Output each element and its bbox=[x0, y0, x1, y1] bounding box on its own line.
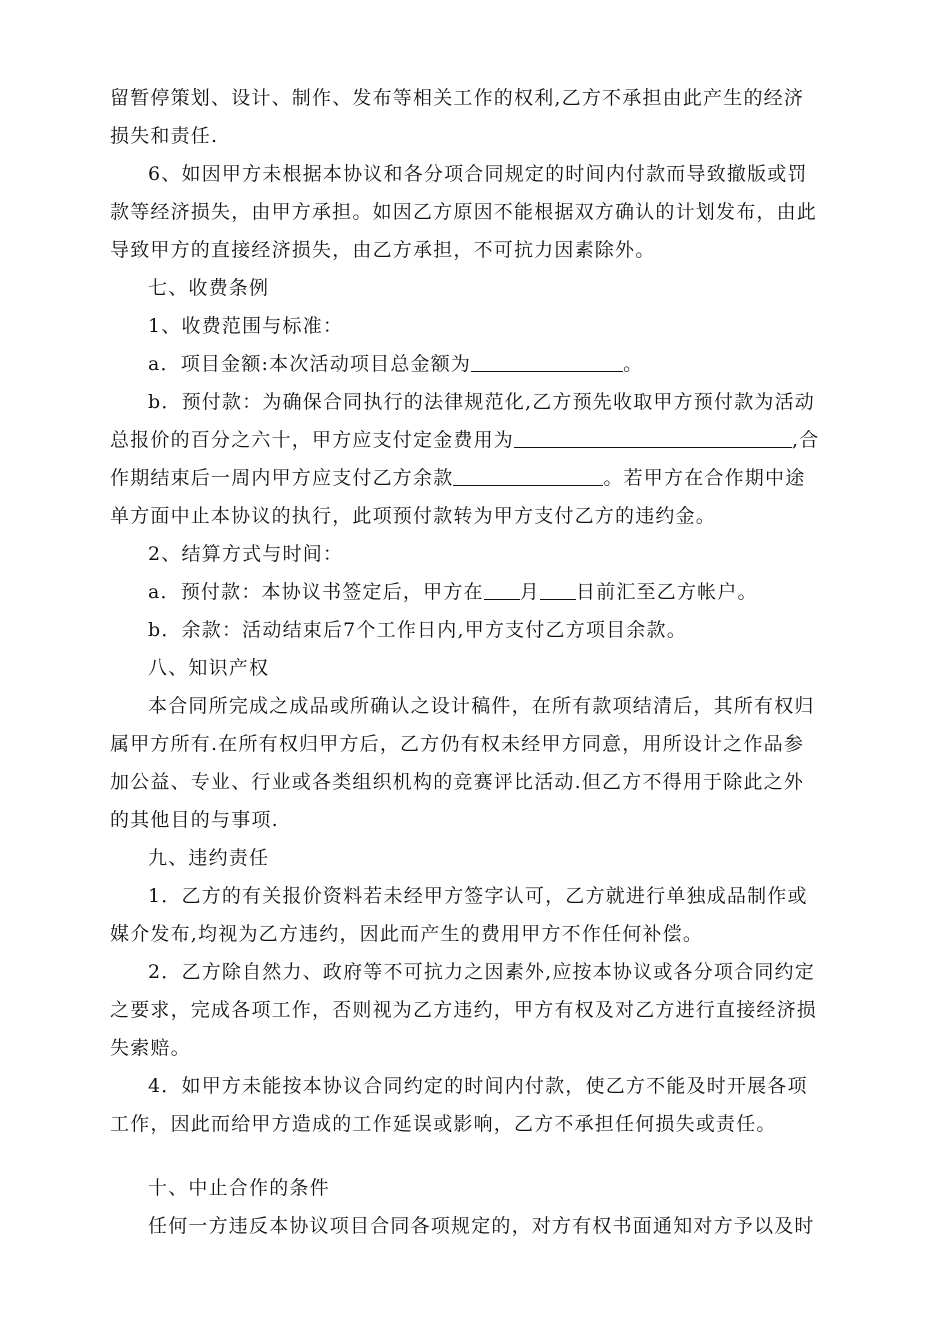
text-line: 损失和责任. bbox=[110, 125, 219, 147]
text-segment: a．项目金额:本次活动项目总金额为 bbox=[148, 353, 472, 375]
text-line: 属甲方所有.在所有权归甲方后，乙方仍有权未经甲方同意，用所设计之作品参 bbox=[110, 733, 805, 755]
text-line: 媒介发布,均视为乙方违约，因此而产生的费用甲方不作任何补偿。 bbox=[110, 923, 704, 945]
blank-balance-amount[interactable] bbox=[453, 467, 603, 486]
subheading-settlement: 2、结算方式与时间： bbox=[148, 543, 344, 565]
subheading-fee-scope: 1、收费范围与标准： bbox=[148, 315, 344, 337]
text-segment: 总报价的百分之六十，甲方应支付定金费用为 bbox=[110, 429, 515, 451]
text-line: 加公益、专业、行业或各类组织机构的竞赛评比活动.但乙方不得用于除此之外 bbox=[110, 771, 805, 793]
text-line: 导致甲方的直接经济损失，由乙方承担，不可抗力因素除外。 bbox=[110, 239, 656, 261]
blank-month[interactable] bbox=[484, 581, 520, 600]
text-line: 工作，因此而给甲方造成的工作延误或影响，乙方不承担任何损失或责任。 bbox=[110, 1113, 777, 1135]
blank-total-amount[interactable] bbox=[471, 353, 623, 372]
text-line-balance bbox=[110, 466, 805, 490]
text-line: b．预付款：为确保合同执行的法律规范化,乙方预先收取甲方预付款为活动 bbox=[148, 391, 816, 413]
clause-6: 6、如因甲方未根据本协议和各分项合同规定的时间内付款而导致撤版或罚 bbox=[148, 163, 808, 185]
text-line: 留暂停策划、设计、制作、发布等相关工作的权利,乙方不承担由此产生的经济 bbox=[110, 87, 805, 109]
text-line: 1．乙方的有关报价资料若未经甲方签字认可，乙方就进行单独成品制作或 bbox=[148, 885, 808, 907]
blank-deposit-amount[interactable] bbox=[514, 429, 792, 448]
text-line-deposit bbox=[110, 428, 819, 452]
text-segment: 月 bbox=[519, 581, 540, 603]
text-line-prepay-date bbox=[148, 580, 758, 604]
text-segment: 。 bbox=[623, 353, 644, 375]
text-line: 之要求，完成各项工作，否则视为乙方违约，甲方有权及对乙方进行直接经济损 bbox=[110, 999, 818, 1021]
section-heading-ip: 八、知识产权 bbox=[148, 657, 270, 679]
text-line: 的其他目的与事项. bbox=[110, 809, 279, 831]
text-line: 款等经济损失，由甲方承担。如因乙方原因不能根据双方确认的计划发布，由此 bbox=[110, 201, 818, 223]
text-line: 失索赔。 bbox=[110, 1037, 191, 1059]
text-line: 4．如甲方未能按本协议合同约定的时间内付款，使乙方不能及时开展各项 bbox=[148, 1075, 808, 1097]
text-line: 本合同所完成之成品或所确认之设计稿件，在所有款项结清后，其所有权归 bbox=[148, 695, 815, 717]
text-line: 单方面中止本协议的执行，此项预付款转为甲方支付乙方的违约金。 bbox=[110, 505, 717, 527]
text-segment: ,合 bbox=[792, 429, 820, 451]
blank-day[interactable] bbox=[540, 581, 576, 600]
section-heading-fees: 七、收费条例 bbox=[148, 277, 270, 299]
text-line: 任何一方违反本协议项目合同各项规定的，对方有权书面通知对方予以及时 bbox=[148, 1215, 815, 1237]
text-segment: a．预付款：本协议书签定后，甲方在 bbox=[148, 581, 484, 603]
text-segment: 日前汇至乙方帐户。 bbox=[575, 581, 758, 603]
text-line-project-amount bbox=[148, 352, 643, 376]
text-line: 2．乙方除自然力、政府等不可抗力之因素外,应按本协议或各分项合同约定 bbox=[148, 961, 815, 983]
section-heading-liability: 九、违约责任 bbox=[148, 847, 270, 869]
text-line: b．余款：活动结束后7个工作日内,甲方支付乙方项目余款。 bbox=[148, 619, 687, 641]
text-segment: 作期结束后一周内甲方应支付乙方余款 bbox=[110, 467, 454, 489]
section-heading-termination: 十、中止合作的条件 bbox=[148, 1177, 330, 1199]
text-segment: 。若甲方在合作期中途 bbox=[603, 467, 806, 489]
